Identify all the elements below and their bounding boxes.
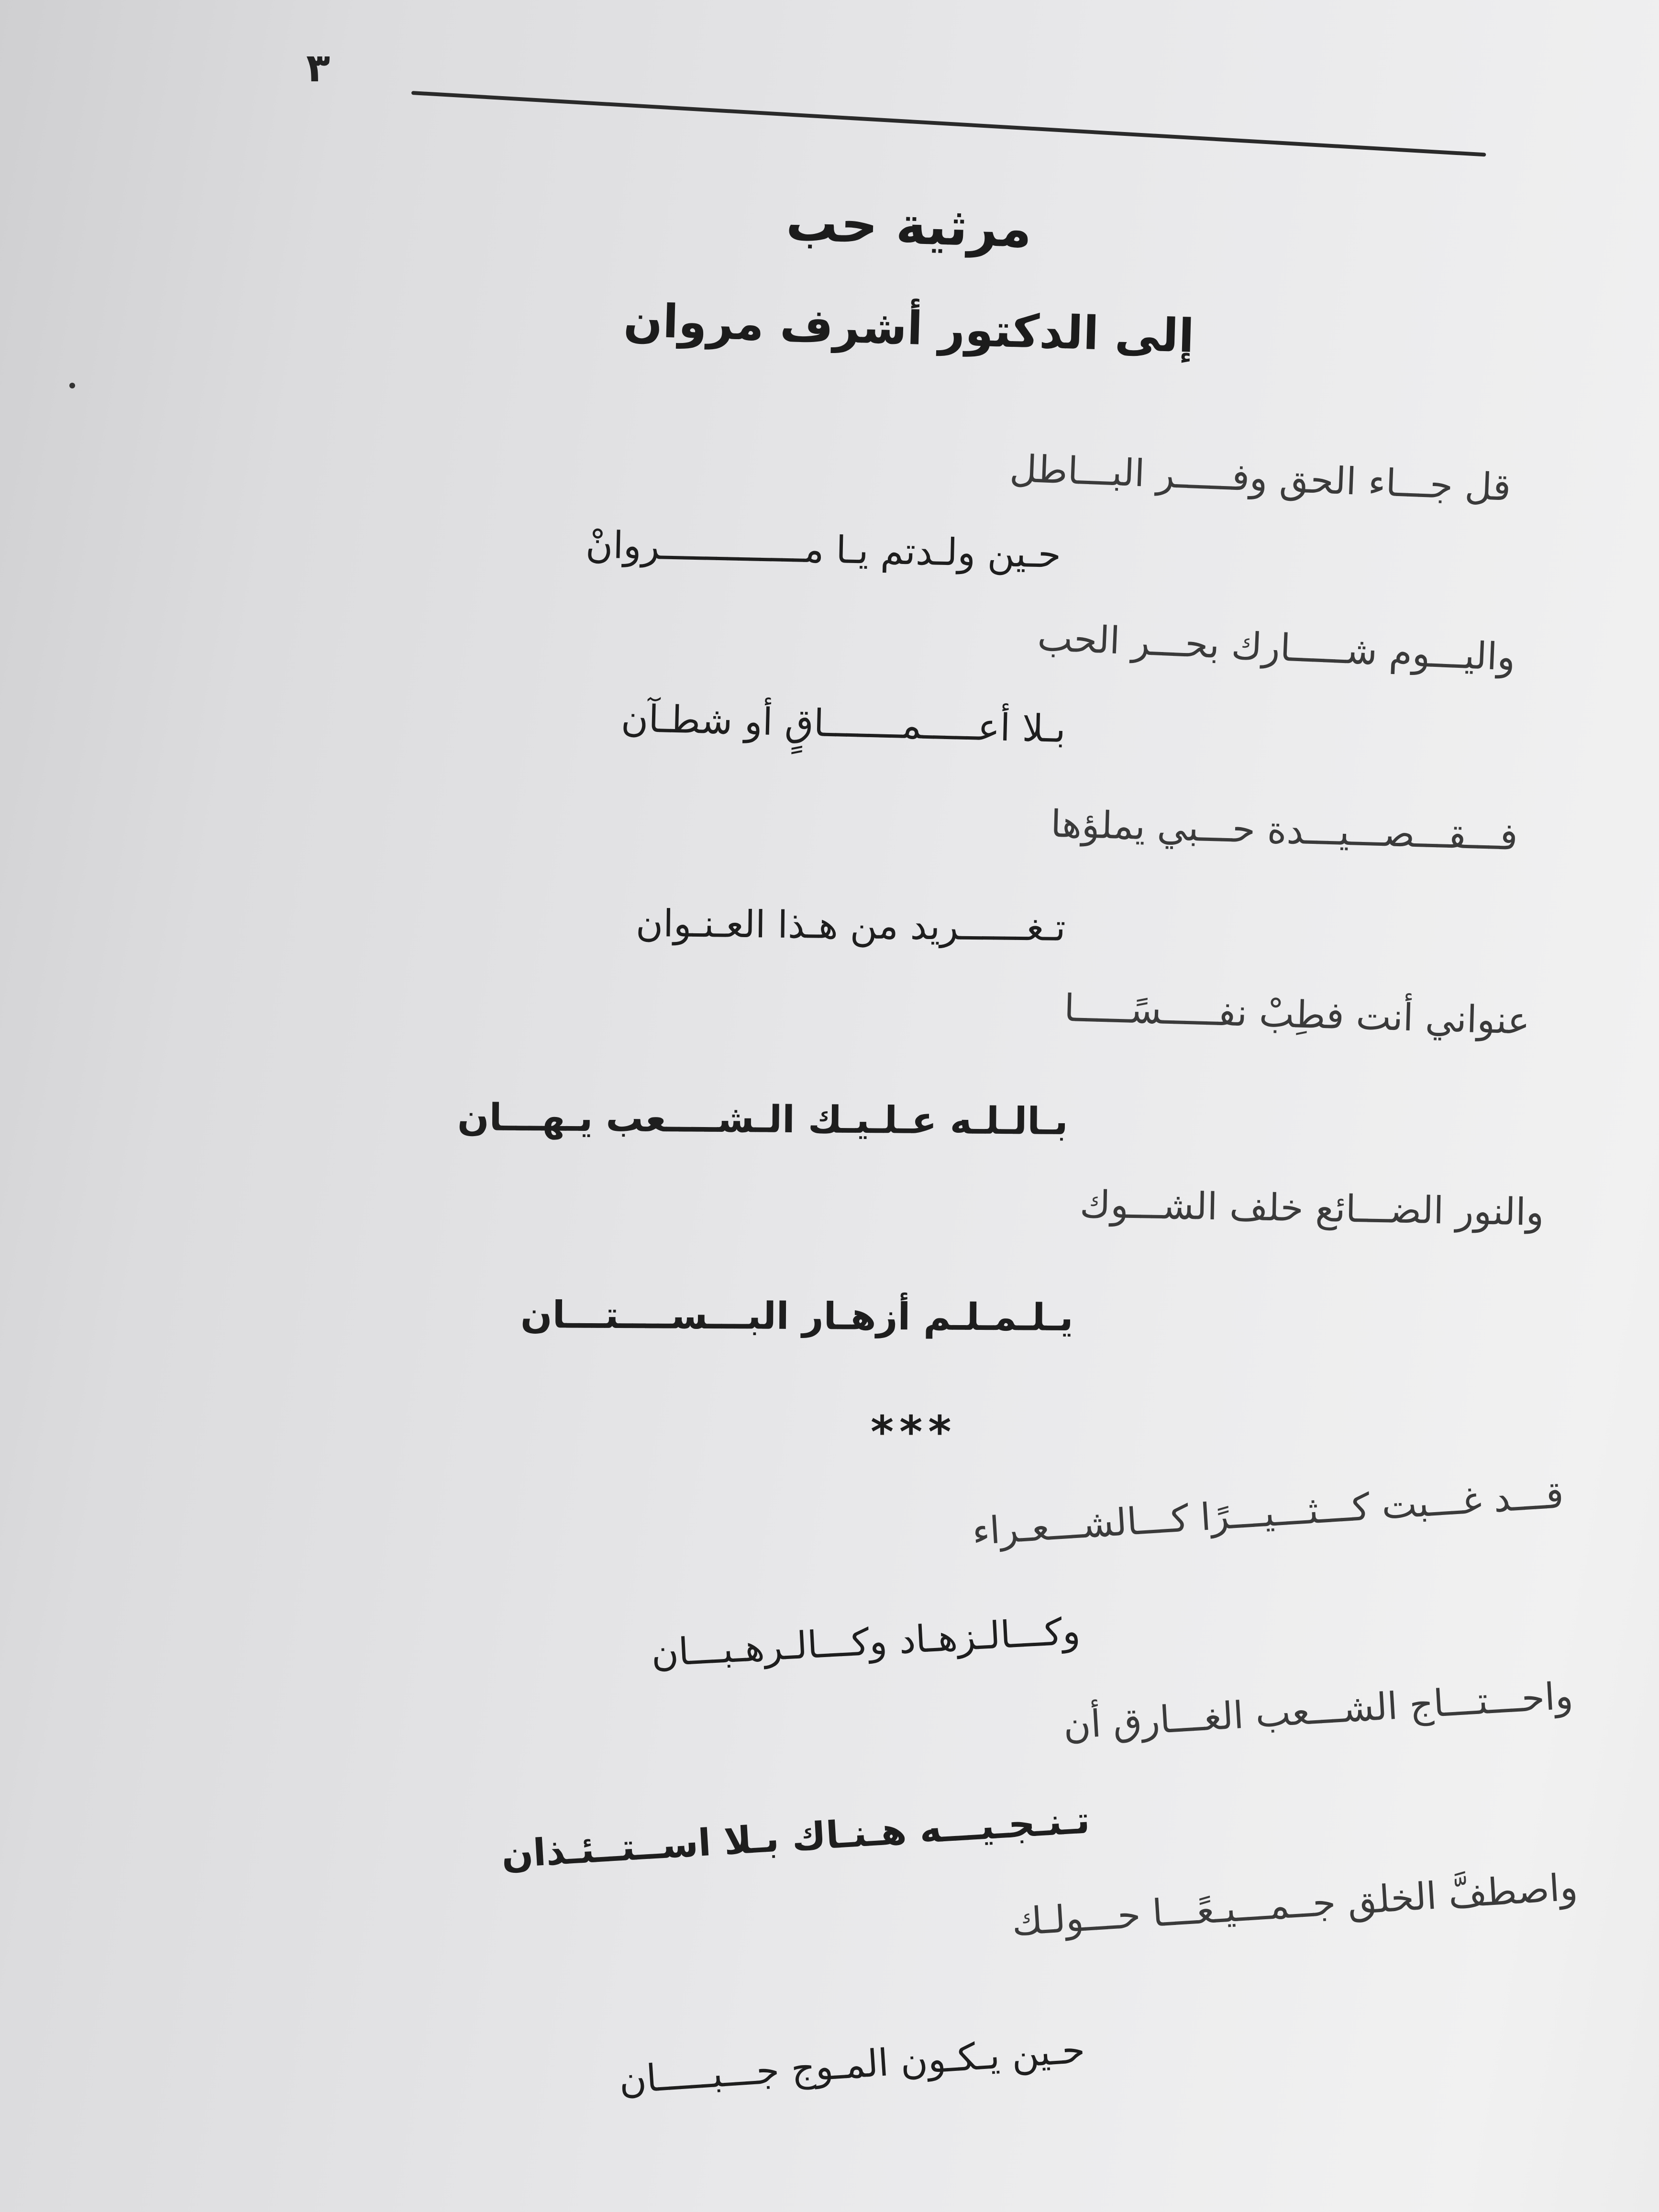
verse-line: واصطفَّ الخلق جــمـــيـعًـــا حـــولـك (1010, 1866, 1579, 1945)
verse-line: وكـــالـزهـاد وكـــالـرهـبـــان (650, 1610, 1082, 1675)
verse-line: تـغــــــريد من هـذا العـنـوان (635, 902, 1066, 950)
verse-line: عنواني أنت فطِبْ نفـــــسًـــــا (1063, 986, 1531, 1043)
poem-title: مرثية حب (785, 192, 1033, 260)
verse-line: بـالـلـه عـلـيـك الـشــــعب يـهـــان (457, 1096, 1069, 1143)
poem-dedication: إلى الدكتور أشرف مروان (622, 293, 1195, 363)
verse-line: والنور الضـــائع خلف الشـــوك (1079, 1183, 1545, 1234)
verse-line: قل جـــاء الحق وفـــــر البـــاطل (1008, 447, 1512, 509)
verse-line: حـين ولـدتم يـا مـــــــــــــروانْ (585, 523, 1062, 576)
verse-line: بـلا أعـــــمـــــــاقٍ أو شطـآن (620, 697, 1067, 751)
verse-line: واليـــوم شـــــارك بحـــر الحب (1037, 616, 1516, 679)
header-rule (411, 91, 1486, 157)
verse-line: واحـــتـــاج الشـــعب الغـــارق أن (1062, 1674, 1574, 1748)
stanza-separator: *** (871, 1406, 957, 1458)
ink-speck (69, 383, 75, 388)
verse-line: قـــد غـــبت كـــثـــيـــرًا كـــالشـــعـراء (971, 1473, 1565, 1554)
verse-line: يـلـمـلـم أزهـار البـــســــتـــان (520, 1293, 1073, 1339)
verse-line: تـنـجـيـــه هـنـاك بـلا اســتــئـذان (500, 1799, 1091, 1877)
page-number: ٣ (306, 45, 331, 91)
verse-line: حـين يـكـون المـوج جـــبـــــان (618, 2028, 1086, 2102)
verse-line: فـــقـــصـــيـــدة حـــبي يملؤها (1050, 802, 1519, 859)
